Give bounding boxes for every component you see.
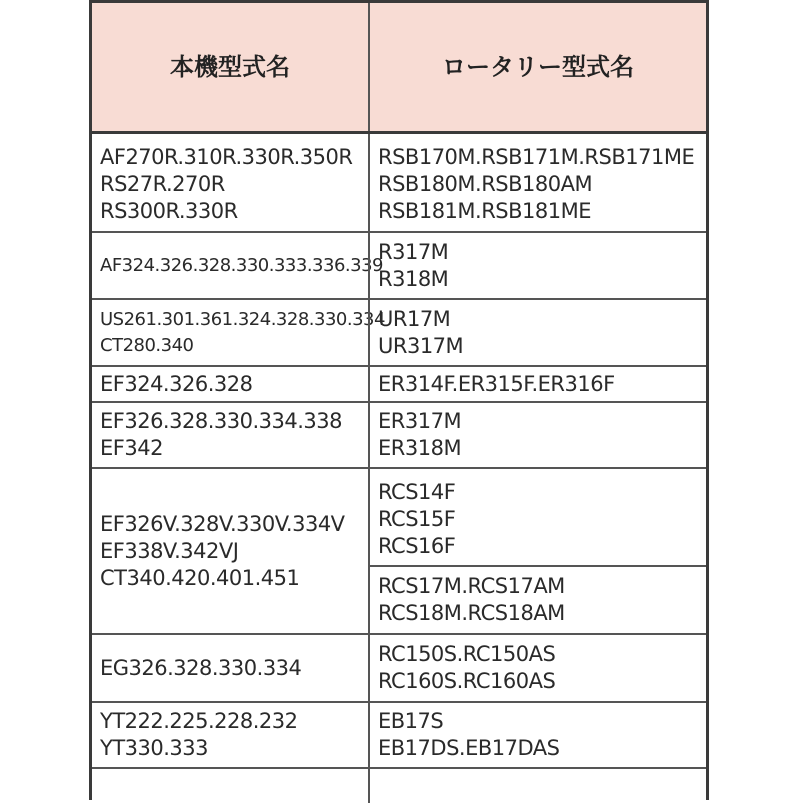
machine-cell: [92, 703, 368, 767]
machine-model: CT340.420.401.451: [100, 565, 300, 590]
rotary-cell: [368, 367, 706, 401]
rotary-model: EB17DS.EB17DAS: [378, 736, 560, 760]
machine-model: AF324.326.328.330.333.336.339: [100, 254, 383, 276]
rotary-model: RC150S.RC150AS: [378, 642, 556, 666]
machine-model: EF342: [100, 436, 163, 460]
machine-model: EF324.326.328: [100, 371, 253, 396]
rotary-cell: [368, 134, 706, 231]
rotary-model: RSB181M.RSB181ME: [378, 199, 592, 223]
header-rotary-model: [368, 3, 706, 131]
table-row: [92, 403, 706, 469]
rotary-subcell: [370, 567, 706, 633]
machine-model: AF270R.310R.330R.350R: [100, 145, 353, 169]
rotary-subcell: [370, 469, 706, 567]
rotary-model: RC160S.RC160AS: [378, 669, 556, 693]
header-rotary-model-label: ロータリー型式名: [442, 52, 634, 81]
machine-cell: [92, 300, 385, 365]
machine-model: EG326.328.330.334: [100, 655, 302, 680]
machine-cell: [92, 233, 383, 298]
rotary-model: ER317M: [378, 409, 462, 433]
machine-model: YT330.333: [100, 736, 208, 760]
rotary-model: RCS14F: [378, 480, 456, 504]
header-machine-model: [92, 3, 368, 131]
rotary-model: UR17M: [378, 306, 451, 331]
rotary-model: RSB180M.RSB180AM: [378, 172, 593, 196]
header-machine-model-label: 本機型式名: [170, 52, 290, 81]
table-row: [92, 635, 706, 703]
machine-model: RS300R.330R: [100, 199, 238, 223]
machine-cell: [92, 367, 368, 401]
rotary-model: R318M: [378, 266, 449, 291]
machine-model: RS27R.270R: [100, 172, 225, 196]
table-row: [92, 469, 706, 635]
machine-cell: [92, 635, 368, 701]
rotary-model: R317M: [378, 239, 449, 264]
rotary-cell: [368, 403, 706, 467]
rotary-cell: [368, 769, 706, 803]
rotary-model: RCS18M.RCS18AM: [378, 601, 565, 625]
rotary-model: RCS17M.RCS17AM: [378, 574, 565, 598]
rotary-model: EB17S: [378, 709, 444, 733]
rotary-cell: [368, 635, 706, 701]
machine-model: US261.301.361.324.328.330.334: [100, 308, 385, 330]
machine-model: EF338V.342VJ: [100, 538, 239, 563]
rotary-model: RCS16F: [378, 534, 456, 558]
table-header-row: [92, 3, 706, 134]
table-row-empty: [92, 769, 706, 803]
rotary-model: ER314F.ER315F.ER316F: [378, 371, 615, 396]
rotary-cell: [368, 703, 706, 767]
rotary-model: RSB170M.RSB171M.RSB171ME: [378, 145, 695, 169]
table-row: [92, 233, 706, 300]
table-row: [92, 367, 706, 403]
rotary-model: RCS15F: [378, 507, 456, 531]
machine-model: CT280.340: [100, 334, 194, 356]
table-row: [92, 300, 706, 367]
rotary-cell: [368, 469, 706, 633]
table-row: [92, 703, 706, 769]
table-row: [92, 134, 706, 233]
rotary-cell: [368, 300, 706, 365]
rotary-cell: [368, 233, 706, 298]
rotary-model: UR317M: [378, 333, 464, 358]
model-compatibility-table: [89, 0, 709, 800]
machine-cell: [92, 469, 368, 633]
machine-cell: [92, 769, 368, 803]
machine-cell: [92, 134, 368, 231]
machine-cell: [92, 403, 368, 467]
rotary-model: ER318M: [378, 436, 462, 460]
machine-model: EF326.328.330.334.338: [100, 409, 342, 433]
machine-model: EF326V.328V.330V.334V: [100, 511, 345, 536]
machine-model: YT222.225.228.232: [100, 709, 298, 733]
